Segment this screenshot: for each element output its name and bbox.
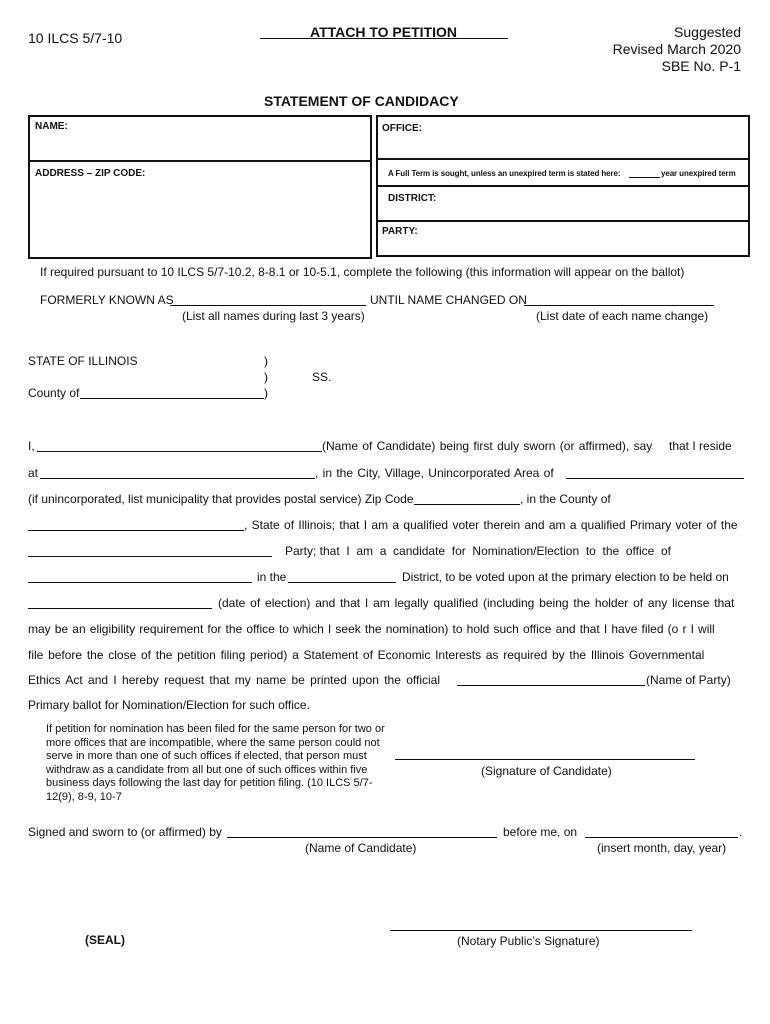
seal-label: (SEAL) — [85, 933, 125, 947]
zip-code-line[interactable] — [414, 504, 520, 505]
oath-line-2: , in the City, Village, Unincorporated Area of — [315, 466, 554, 480]
before-me-label: before me, on — [503, 825, 578, 839]
election-date-line[interactable] — [28, 608, 212, 609]
oath-at: at — [28, 466, 39, 480]
notary-signature-caption: (Notary Public’s Signature) — [457, 934, 600, 948]
candidate-name-line[interactable] — [37, 451, 322, 452]
office-label: OFFICE: — [382, 123, 422, 134]
oath-line-11: Primary ballot for Nomination/Election for such office. — [28, 698, 310, 712]
district-name-line[interactable] — [288, 582, 396, 583]
party-ballot-line[interactable] — [457, 685, 645, 686]
name-label: NAME: — [35, 121, 68, 132]
municipality-line[interactable] — [566, 478, 744, 479]
candidate-signature-line[interactable] — [395, 759, 695, 760]
party-name-line[interactable] — [28, 556, 272, 557]
unexpired-years-line[interactable] — [629, 177, 660, 178]
list-names-hint: (List all names during last 3 years) — [182, 309, 365, 323]
oath-line-10: Ethics Act and I hereby request that my name be printed upon the official — [28, 673, 441, 687]
revised-date: Revised March 2020 — [612, 41, 741, 57]
former-names-line[interactable] — [170, 305, 366, 306]
oath-line-6: District, to be voted upon at the primary election to be held on — [402, 570, 729, 584]
party-field[interactable] — [430, 222, 744, 242]
sworn-candidate-name-line[interactable] — [227, 837, 497, 838]
statute-reference: 10 ILCS 5/7-10 — [28, 30, 123, 46]
fka-label: FORMERLY KNOWN AS — [40, 293, 174, 307]
notary-signature-line[interactable] — [390, 930, 692, 931]
full-term-note: A Full Term is sought, unless an unexpired term is stated here: — [388, 169, 621, 178]
signed-sworn-label: Signed and sworn to (or affirmed) by — [28, 825, 222, 839]
ss-label: SS. — [312, 370, 332, 384]
oath-i: I, — [28, 439, 35, 453]
party-label: PARTY: — [382, 226, 418, 237]
address-field[interactable] — [34, 184, 368, 206]
attach-underline-left — [260, 38, 310, 39]
incompatible-offices-notice: If petition for nomination has been filed for the same person for two or more offices that are incompatible, where the same person could not serve in more than one of such offices if elected, that person must withdraw as a candidate from all but one of such offices within five business days following the last day for petition filing. (10 ILCS 5/7-12(9), 8-9, 10-7 — [46, 723, 385, 803]
list-date-hint: (List date of each name change) — [536, 309, 709, 323]
candidate-signature-caption: (Signature of Candidate) — [481, 764, 612, 778]
district-label: DISTRICT: — [388, 193, 437, 204]
oath-line-7: (date of election) and that I am legally qualified (including being the holder of any license that — [218, 596, 735, 610]
sworn-date-line[interactable] — [585, 837, 738, 838]
form-number: SBE No. P-1 — [661, 58, 741, 74]
page-title: STATEMENT OF CANDIDACY — [264, 93, 459, 109]
insert-date-caption: (insert month, day, year) — [597, 841, 727, 855]
unexpired-term-suffix: year unexpired term — [661, 169, 736, 178]
oath-line-1: (Name of Candidate) being first duly sworn (or affirmed), say — [322, 439, 653, 453]
name-change-date-line[interactable] — [524, 305, 714, 306]
county-of-residence-line[interactable] — [28, 530, 244, 531]
oath-line-3-county: , in the County of — [520, 492, 611, 506]
oath-line-1-end: that I reside — [669, 439, 732, 453]
office-field[interactable] — [382, 136, 746, 156]
oath-line-5: Party; that I am a candidate for Nomination/Election to the office of — [285, 544, 671, 558]
fka-intro: If required pursuant to 10 ILCS 5/7-10.2, 8-8.1 or 10-5.1, complete the following (this information will appear on the ballot) — [40, 265, 685, 279]
sworn-period: . — [739, 825, 743, 839]
address-label: ADDRESS – ZIP CODE: — [35, 168, 146, 179]
name-field[interactable] — [34, 136, 368, 158]
oath-line-6-in-the: in the — [257, 570, 287, 584]
oath-line-8: may be an eligibility requirement for the office to which I seek the nomination) to hold such office and that I have filed (o r I will — [28, 622, 715, 636]
venue-paren-3: ) — [264, 386, 268, 400]
suggested-label: Suggested — [674, 24, 741, 40]
oath-line-4: , State of Illinois; that I am a qualified voter therein and am a qualified Primary voter of the — [244, 518, 738, 532]
oath-line-3: (if unincorporated, list municipality that provides postal service) Zip Code — [28, 492, 414, 506]
venue-paren-2: ) — [264, 370, 268, 384]
until-name-changed-label: UNTIL NAME CHANGED ON — [370, 293, 527, 307]
district-field[interactable] — [440, 189, 744, 209]
county-label: County of — [28, 386, 80, 400]
residence-address-line[interactable] — [40, 478, 315, 479]
name-of-candidate-caption: (Name of Candidate) — [305, 841, 417, 855]
attach-underline-right — [457, 38, 508, 39]
office-name-line[interactable] — [28, 582, 252, 583]
state-of-illinois: STATE OF ILLINOIS — [28, 354, 138, 368]
county-line[interactable] — [80, 398, 264, 399]
oath-line-9: file before the close of the petition filing period) a Statement of Economic Interests as required by the Illinois Governmental — [28, 648, 705, 662]
venue-paren-1: ) — [264, 354, 268, 368]
attach-to-petition-heading: ATTACH TO PETITION — [310, 24, 457, 40]
oath-line-10-party: (Name of Party) — [646, 673, 731, 687]
